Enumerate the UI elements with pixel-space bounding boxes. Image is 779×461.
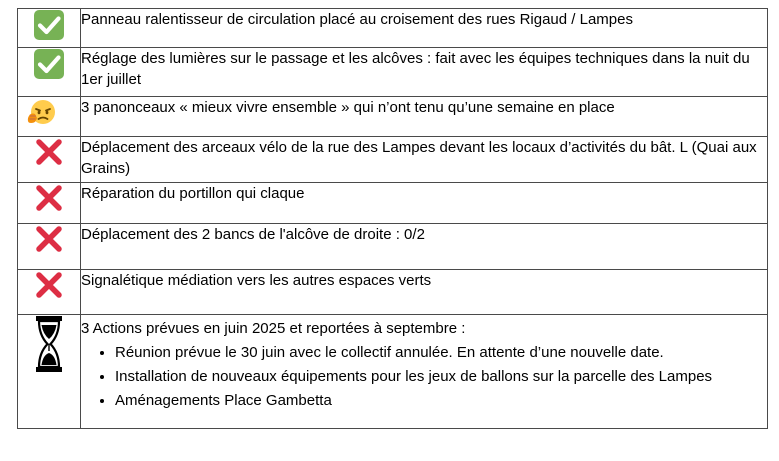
status-icon-cell bbox=[18, 48, 81, 97]
status-icon-cell bbox=[18, 224, 81, 270]
table-row bbox=[18, 315, 768, 429]
cross-mark-icon bbox=[34, 183, 64, 213]
row-text: Déplacement des arceaux vélo de la rue des Lampes devant les locaux d’activités du bât. L (Quai aux Grains) bbox=[81, 137, 768, 183]
cross-mark-icon bbox=[34, 137, 64, 167]
status-icon-cell bbox=[18, 315, 81, 429]
status-icon-cell bbox=[18, 137, 81, 183]
table-row bbox=[18, 9, 768, 48]
row-text: 3 panonceaux « mieux vivre ensemble » qui n’ont tenu qu’une semaine en place bbox=[81, 97, 768, 137]
table-row bbox=[18, 183, 768, 224]
table-row bbox=[18, 137, 768, 183]
postponed-actions-list bbox=[81, 342, 767, 411]
table-row bbox=[18, 97, 768, 137]
row-text: 3 Actions prévues en juin 2025 et reportées à septembre : bbox=[81, 320, 466, 337]
disappointed-face-icon bbox=[24, 97, 58, 131]
row-text: Déplacement des 2 bancs de l'alcôve de droite : 0/2 bbox=[81, 224, 768, 270]
check-mark-icon bbox=[33, 48, 65, 80]
cross-mark-icon bbox=[34, 270, 64, 300]
row-text: Réparation du portillon qui claque bbox=[81, 183, 768, 224]
status-icon-cell bbox=[18, 97, 81, 137]
row-text: Réglage des lumières sur le passage et les alcôves : fait avec les équipes techniques dans la nuit du 1er juillet bbox=[81, 48, 768, 97]
table-row bbox=[18, 224, 768, 270]
cross-mark-icon bbox=[34, 224, 64, 254]
status-icon-cell bbox=[18, 183, 81, 224]
status-icon-cell bbox=[18, 9, 81, 48]
table-row bbox=[18, 270, 768, 315]
hourglass-icon bbox=[34, 315, 64, 373]
table-row bbox=[18, 48, 768, 97]
status-table bbox=[17, 8, 768, 429]
check-mark-icon bbox=[33, 9, 65, 41]
list-item: • Aménagements Place Gambetta bbox=[115, 390, 767, 411]
list-item: • Installation de nouveaux équipements pour les jeux de ballons sur la parcelle des Lampes bbox=[115, 366, 767, 387]
row-text: Panneau ralentisseur de circulation placé au croisement des rues Rigaud / Lampes bbox=[81, 9, 768, 48]
status-icon-cell bbox=[18, 270, 81, 315]
row-text: Signalétique médiation vers les autres espaces verts bbox=[81, 270, 768, 315]
list-item: • Réunion prévue le 30 juin avec le collectif annulée. En attente d’une nouvelle date. bbox=[115, 342, 767, 363]
row-text-cell bbox=[81, 315, 768, 429]
